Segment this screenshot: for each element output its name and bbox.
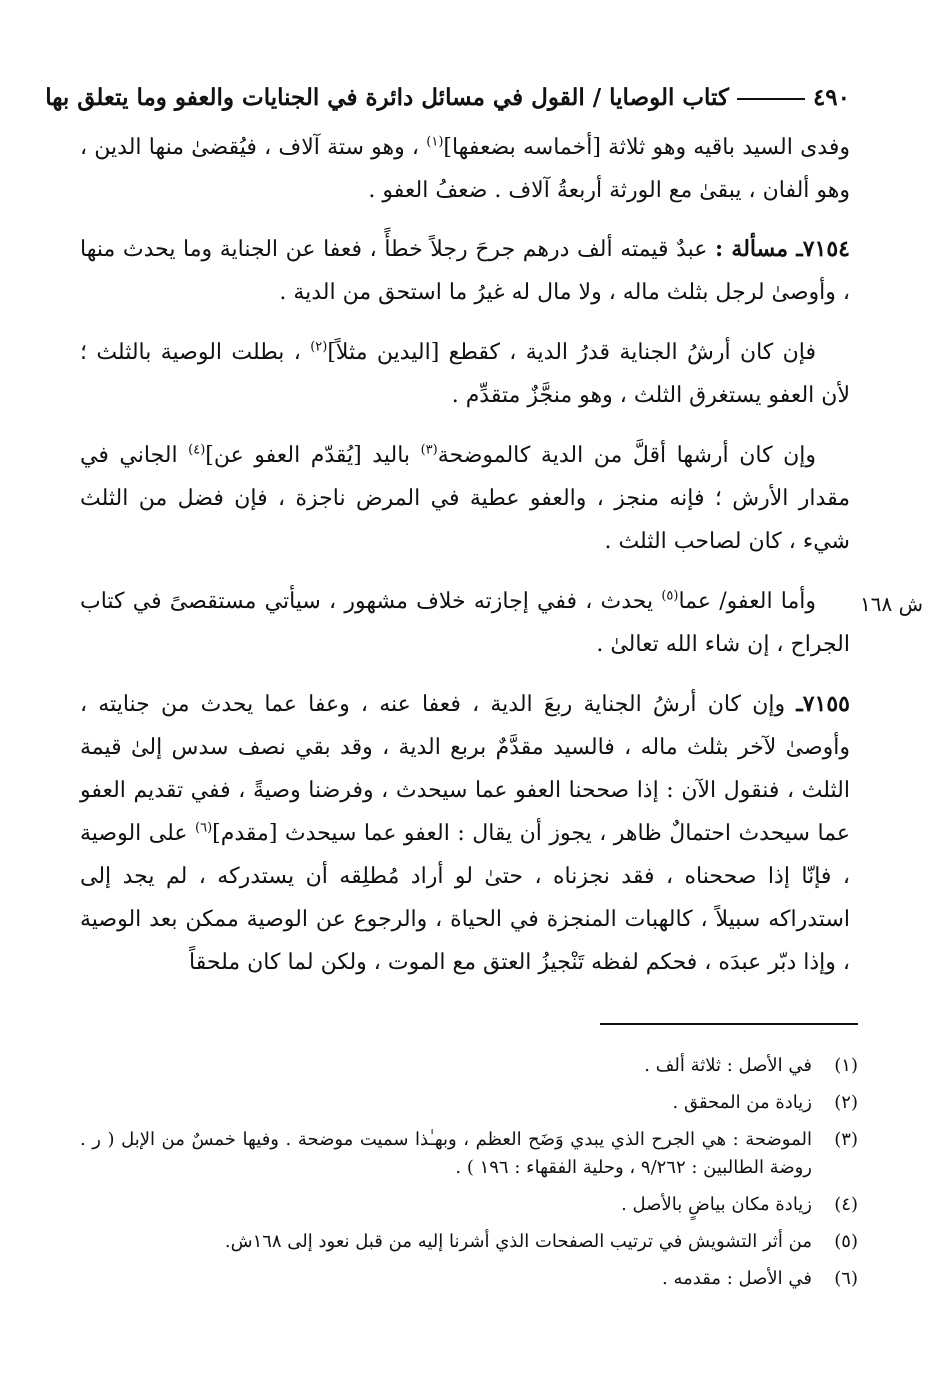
header-rule [737,98,805,100]
paragraph-text: الجاني في مقدار الأرش ؛ فإنه منجز ، والعفو عطية في المرض ناجزة ، فإن فضل من الثلث شيء ، كان لصاحب الثلث . [80,443,850,554]
footnote-number: (٢) [834,1092,858,1113]
footnote-separator [600,1023,858,1025]
footnote-text: من أثر التشويش في ترتيب الصفحات الذي أشرنا إليه من قبل نعود إلى ١٦٨ش. [224,1231,812,1252]
footnote-number: (٦) [834,1268,858,1289]
paragraph-6 [80,683,850,984]
footnote-marker: (٥) [661,588,679,604]
footnote-marker: (٣) [420,442,438,458]
footnote-text: زيادة من المحقق . [672,1092,812,1113]
paragraph-text: على الوصية ، فإنّا إذا صححناه ، فقد نجزناه ، حتىٰ لو أراد مُطلِقه أن يستدركه ، لم يجد إلى استدراكه سبيلاً ، كالهبات المنجزة في الحياة ، والرجوع عن الوصية ممكن بعد الوصية ، وإذا دبّر عبدَه ، فحكم لفظه تَنْجيزُ العتق مع الموت ، ولكن لما كان ملحقاً [80,821,850,975]
footnotes [80,1052,858,1302]
footnote-number: (١) [834,1055,858,1076]
footnote-text: في الأصل : ثلاثة ألف . [644,1055,812,1076]
footnote-text: في الأصل : مقدمه . [662,1268,812,1289]
main-text [80,126,850,1001]
footnote-marker: (١) [426,134,444,150]
paragraph-5 [80,580,850,666]
footnote [80,1052,858,1080]
paragraph-text: وإن كان أرشُ الجناية ربعَ الدية ، فعفا عنه ، وعفا عما يحدث من جنايته ، وأوصىٰ لآخر بثلث ماله ، فالسيد مقدَّمٌ بربع الدية ، وقد بقي نصف سدس إلىٰ قيمة الثلث ، فنقول الآن : إذا صححنا العفو عما سيحدث ، وفرضنا وصيةً ، ففي تقديم العفو عما سيحدث احتمالٌ ظاهر ، يجوز أن يقال : العفو عما سيحدث [مقدم] [80,692,851,846]
footnote [80,1228,858,1256]
paragraph-3 [80,331,850,417]
paragraph-4 [80,434,850,563]
footnote-number: (٤) [834,1194,858,1215]
page-number: ٤٩٠ [812,84,850,111]
margin-note: ش ١٦٨ [860,592,924,616]
paragraph-text: يحدث ، ففي إجازته خلاف مشهور ، سيأتي مستقصىً في كتاب الجراح ، إن شاء الله تعالىٰ . [80,589,850,657]
footnote [80,1265,858,1293]
issue-label: مسألة : [715,236,797,262]
footnote-number: (٣) [834,1129,858,1150]
issue-number: ٧١٥٥ـ [796,691,850,717]
footnote-number: (٥) [834,1231,858,1252]
paragraph-text: فإن كان أرشُ الجناية قدرُ الدية ، كقطع [اليدين مثلاً] [327,340,816,365]
footnote-marker: (٦) [195,820,213,836]
footnote-text: زيادة مكان بياضٍ بالأصل . [621,1194,812,1215]
paragraph-text: عبدٌ قيمته ألف درهم جرحَ رجلاً خطأً ، فعفا عن الجناية وما يحدث منها ، وأوصىٰ لرجل بثلث ماله ، ولا مال له غيرُ ما استحق من الدية . [80,237,850,305]
paragraph-text: باليد [يُقدّم العفو عن] [205,443,421,468]
footnote-text: الموضحة : هي الجرح الذي يبدي وَضَح العظم ، وبهـٰذا سميت موضحة . وفيها خمسٌ من الإبل ( ر . روضة الطالبين : ٩/٢٦٢ ، وحلية الفقهاء : ١٩٦ ) . [80,1129,813,1178]
footnote-marker: (٤) [188,442,206,458]
paragraph-2 [80,228,850,314]
paragraph-text: ، وهو ستة آلاف ، فيُقضىٰ منها الدين ، وهو ألفان ، يبقىٰ مع الورثة أربعةُ آلاف . ضعفُ العفو . [80,135,850,203]
paragraph-1 [80,126,850,212]
running-header [45,78,850,118]
issue-number: ٧١٥٤ـ [796,236,850,262]
paragraph-text: وأما العفو/ عما [678,589,816,614]
footnote [80,1126,858,1182]
header-title: كتاب الوصايا / القول في مسائل دائرة في الجنايات والعفو وما يتعلق بها [45,84,729,111]
footnote [80,1089,858,1117]
paragraph-text: ، بطلت الوصية بالثلث ؛ لأن العفو يستغرق الثلث ، وهو منجَّزٌ متقدِّم . [80,340,850,408]
paragraph-text: وإن كان أرشها أقلَّ من الدية كالموضحة [437,443,816,468]
footnote [80,1191,858,1219]
footnote-marker: (٢) [310,339,328,355]
paragraph-text: وفدى السيد باقيه وهو ثلاثة [أخماسه بضعفها] [443,135,850,160]
